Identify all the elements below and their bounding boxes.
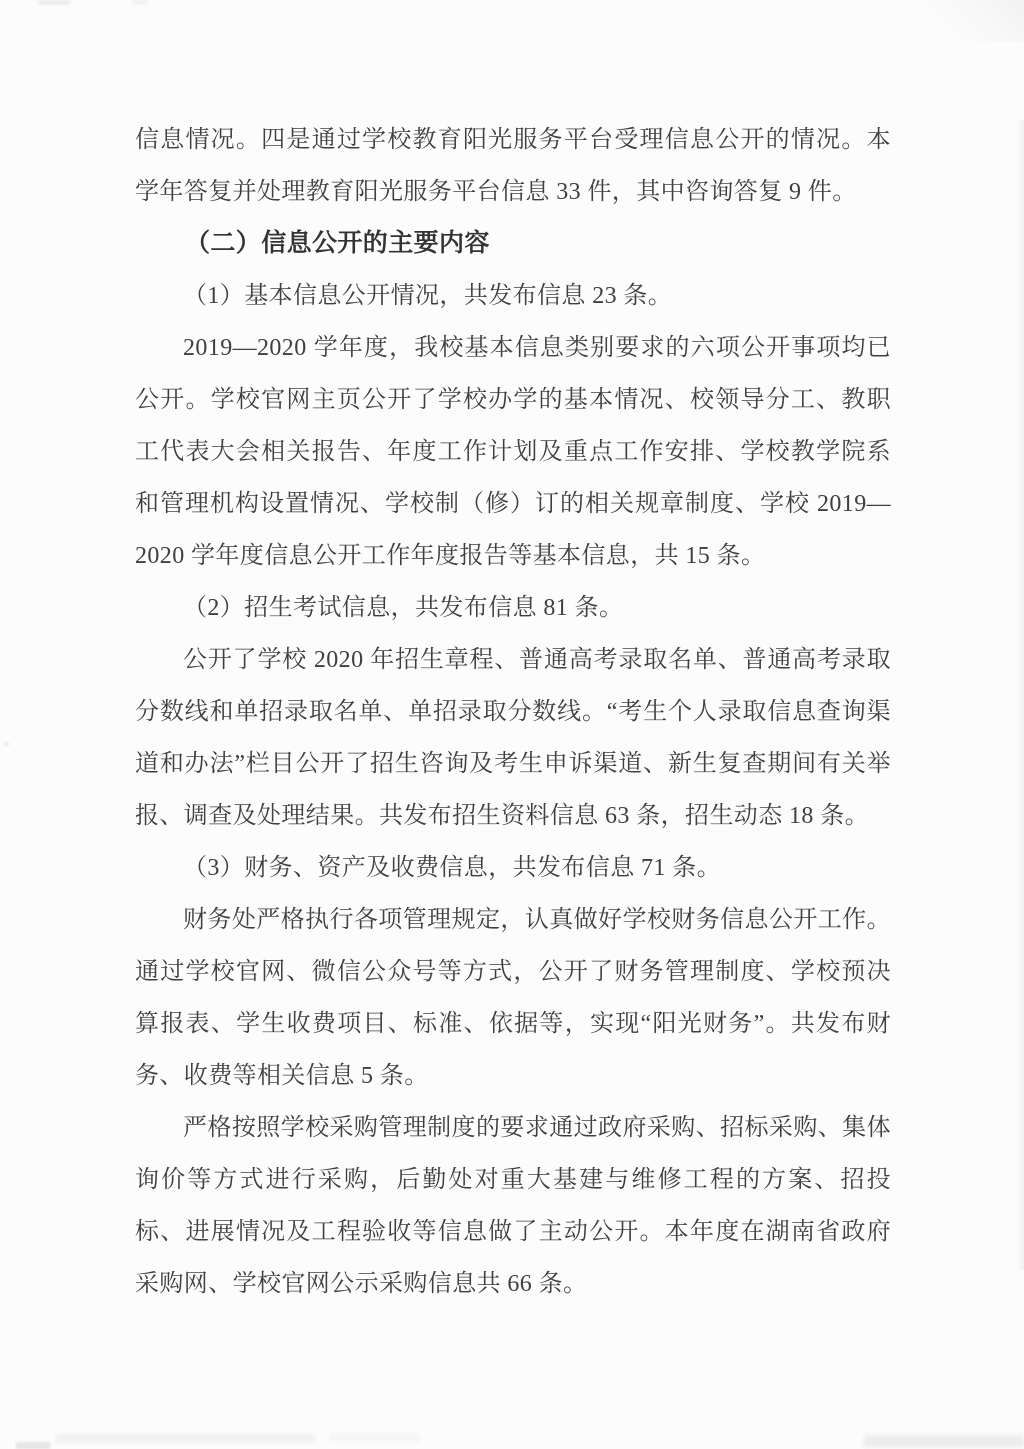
paragraph-basic-info-detail: 2019—2020 学年度，我校基本信息类别要求的六项公开事项均已公开。学校官网主页公开了学校办学的基本情况、校领导分工、教职工代表大会相关报告、年度工作计划及重点工作安排、学校教学院系和管理机构设置情况、学校制（修）订的相关规章制度、学校 2019—2020 学年度信息公开工作年度报告等基本信息，共 15 条。 <box>135 335 891 569</box>
scan-shadow-top-right-corner <box>904 0 1024 42</box>
scan-smudge-top-center <box>133 0 147 4</box>
scan-shadow-right-edge <box>1017 120 1024 1270</box>
paragraph-platform-disclosure: 信息情况。四是通过学校教育阳光服务平台受理信息公开的情况。本学年答复并处理教育阳光服务平台信息 33 件，其中咨询答复 9 件。 <box>135 127 891 205</box>
paragraph-admission-info-detail: 公开了学校 2020 年招生章程、普通高考录取名单、普通高考录取分数线和单招录取名单、单招录取分数线。“考生个人录取信息查询渠道和办法”栏目公开了招生咨询及考生申诉渠道、新生复查期间有关举报、调查及处理结果。共发布招生资料信息 63 条，招生动态 18 条。 <box>135 647 891 829</box>
scan-smudge-bottom-corner <box>16 1442 50 1449</box>
paragraph-finance-info-count: （3）财务、资产及收费信息，共发布信息 71 条。 <box>183 855 721 881</box>
scan-smudge-bottom-center <box>330 1435 420 1441</box>
scan-fleck-left-margin <box>4 742 9 746</box>
paragraph-procurement-detail: 严格按照学校采购管理制度的要求通过政府采购、招标采购、集体询价等方式进行采购，后勤处对重大基建与维修工程的方案、招投标、进展情况及工程验收等信息做了主动公开。本年度在湖南省政府采购网、学校官网公示采购信息共 66 条。 <box>135 1115 891 1297</box>
section-heading-main-content: （二）信息公开的主要内容 <box>185 230 490 257</box>
scan-smudge-bottom-left <box>55 1434 315 1443</box>
scan-smudge-bottom-right <box>864 1435 1024 1447</box>
document-body <box>135 114 891 1310</box>
scan-smudge-top-left <box>38 0 70 5</box>
paragraph-admission-info-count: （2）招生考试信息，共发布信息 81 条。 <box>183 595 624 621</box>
paragraph-finance-info-detail: 财务处严格执行各项管理规定，认真做好学校财务信息公开工作。通过学校官网、微信公众号等方式，公开了财务管理制度、学校预决算报表、学生收费项目、标准、依据等，实现“阳光财务”。共发布财务、收费等相关信息 5 条。 <box>135 907 891 1089</box>
paragraph-basic-info-count: （1）基本信息公开情况，共发布信息 23 条。 <box>183 283 673 309</box>
